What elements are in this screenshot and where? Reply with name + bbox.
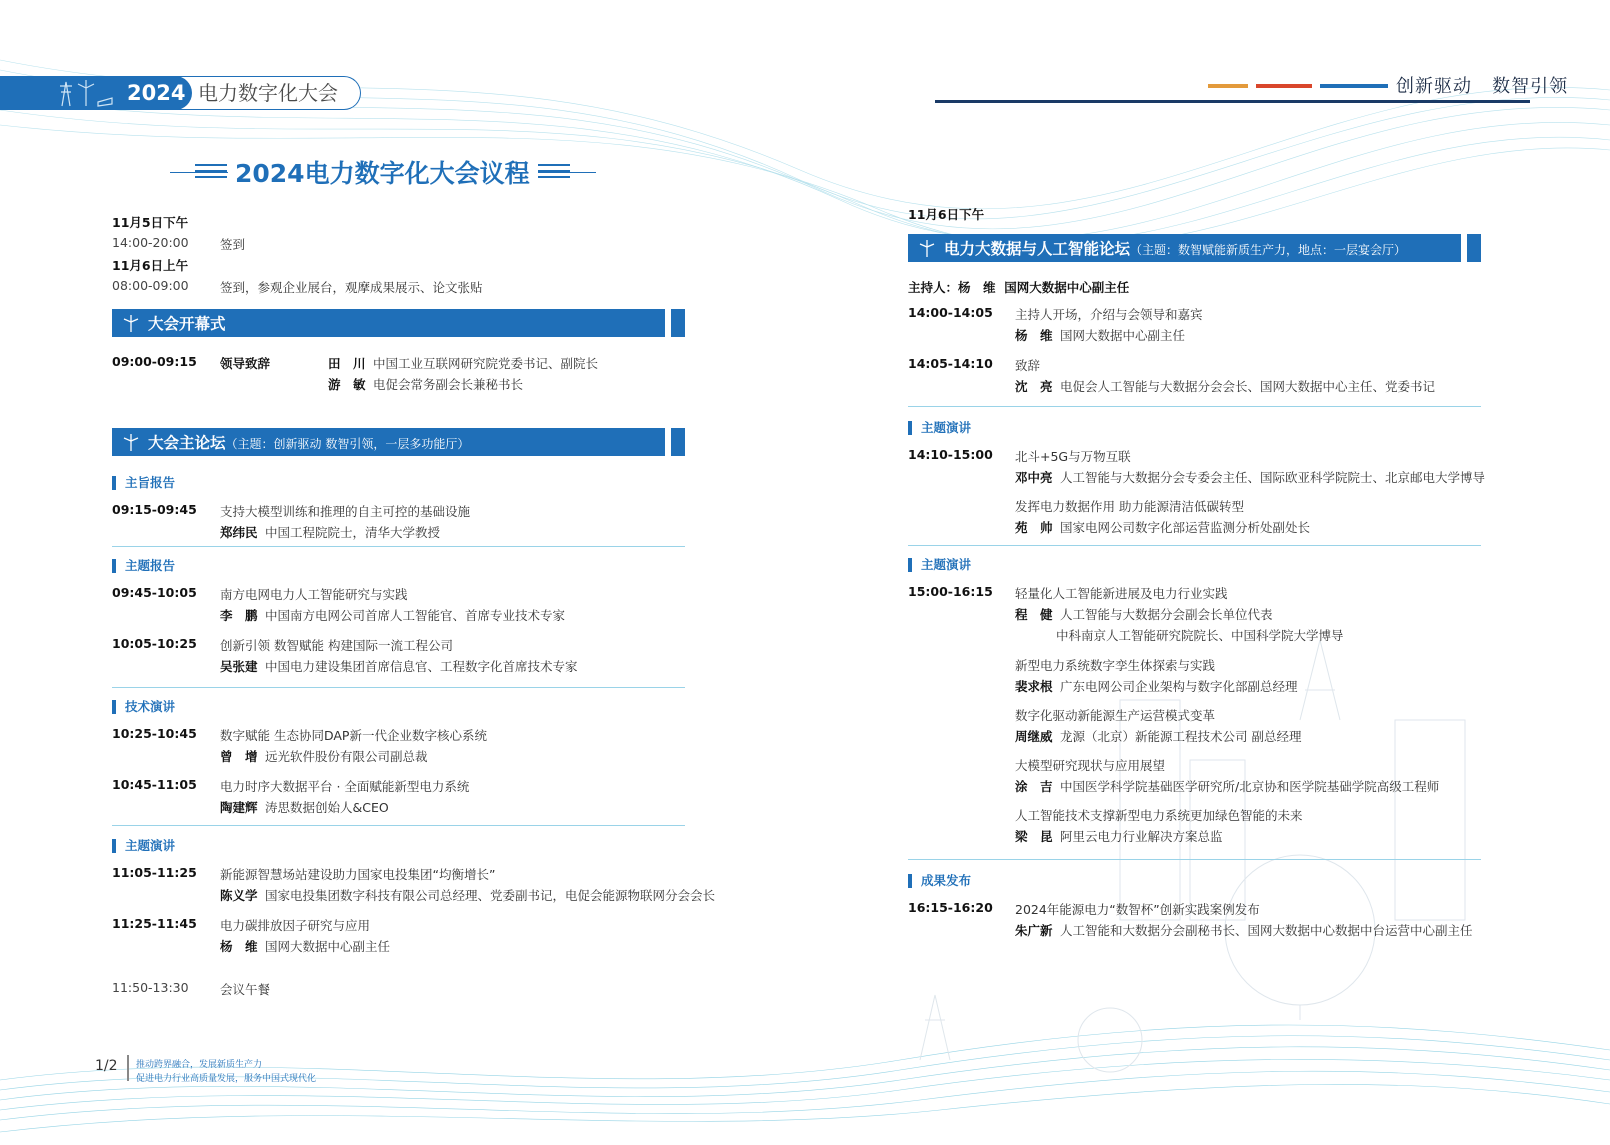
speaker-name: 沈 亮 [1015,379,1053,394]
talk-topic: 致辞 [1015,358,1041,373]
footer-line-1: 推动跨界融合，发展新质生产力 [136,1060,263,1070]
speaker-name: 李 鹏 [220,608,258,623]
host-line: 主持人：杨 维 国网大数据中心副主任 [908,280,1130,295]
subsection-label: 主题演讲 [908,558,971,572]
time-slot: 11:05-11:25 [112,865,197,880]
speaker-title: 国家电网公司数字化部运营监测分析处副处长 [1060,520,1311,535]
subsection-label: 主题演讲 [112,839,175,853]
talk-topic: 支持大模型训练和推理的自主可控的基础设施 [220,504,471,519]
time-slot: 08:00-09:00 [112,278,189,293]
day-label: 11月5日下午 [112,215,189,230]
subsection-label: 成果发布 [908,874,971,888]
speaker-title: 中国医学科学院基础医学研究所/北京协和医学院基础学院高级工程师 [1060,779,1440,794]
speaker-line [220,606,565,624]
speaker-title: 国家电投集团数字科技有限公司总经理、党委副书记，电促会能源物联网分会会长 [265,888,716,903]
talk-topic: 电力碳排放因子研究与应用 [220,918,371,933]
agenda-text: 会议午餐 [220,982,271,997]
speaker-name: 苑 帅 [1015,520,1053,535]
section-title [944,237,1406,259]
footer-line-2: 促进电力行业高质量发展，服务中国式现代化 [136,1074,317,1084]
speaker-line [328,375,523,393]
speaker-title: 中国电力建设集团首席信息官、工程数字化首席技术专家 [265,659,578,674]
speaker-line [220,523,440,541]
speaker-title: 涛思数据创始人&CEO [265,800,389,815]
time-slot: 15:00-16:15 [908,584,993,599]
day-label: 11月6日下午 [908,207,985,222]
speaker-title: 电促会常务副会长兼秘书长 [373,377,524,392]
time-slot: 14:00-20:00 [112,235,189,250]
time-slot: 09:15-09:45 [112,502,197,517]
speaker-title: 龙源（北京）新能源工程技术公司 副总经理 [1060,729,1302,744]
title-deco-line [170,172,228,173]
talk-topic: 电力时序大数据平台 · 全面赋能新型电力系统 [220,779,470,794]
title-deco-bar [195,176,227,178]
band-end-block [1467,234,1481,262]
speaker-name: 裴求根 [1015,679,1053,694]
speaker-line [220,657,578,675]
time-slot: 14:00-14:05 [908,305,993,320]
title-deco-bar [538,176,570,178]
speaker-name: 杨 维 [220,939,258,954]
subsection-label: 主旨报告 [112,476,175,490]
agenda-item: 领导致辞 [220,356,271,371]
time-slot: 10:25-10:45 [112,726,197,741]
speaker-name: 朱广新 [1015,923,1053,938]
speaker-line [220,886,715,904]
speaker-title: 阿里云电力行业解决方案总监 [1060,829,1223,844]
section-title-sub: （主题：数智赋能新质生产力，地点：一层宴会厅） [1130,243,1407,257]
speaker-name: 田 川 [328,356,366,371]
separator [908,545,1481,546]
speaker-name: 吴张建 [220,659,258,674]
speaker-title: 中国工程院院士，清华大学教授 [265,525,441,540]
stripe-blue [1320,84,1388,88]
time-slot: 14:05-14:10 [908,356,993,371]
band-end-block [671,309,685,337]
footer-divider [127,1055,129,1081]
wind-turbine-icon [918,239,936,257]
talk-topic: 主持人开场，介绍与会领导和嘉宾 [1015,307,1203,322]
speaker-title: 人工智能与大数据分会副会长单位代表 [1060,607,1273,622]
speaker-name: 陶建辉 [220,800,258,815]
section-title: 大会开幕式 [148,315,226,333]
speaker-line [1015,727,1301,745]
talk-topic: 人工智能技术支撑新型电力系统更加绿色智能的未来 [1015,808,1303,823]
talk-topic: 新能源智慧场站建设助力国家电投集团“均衡增长” [220,867,496,882]
separator [908,859,1481,860]
section-title-sub: （主题：创新驱动 数智引领，一层多功能厅） [225,437,470,451]
speaker-line [1015,921,1473,939]
page-number: 1/2 [95,1058,118,1074]
speaker-line [1015,377,1435,395]
talk-topic: 创新引领 数智赋能 构建国际一流工程公司 [220,638,453,653]
speaker-line [220,747,428,765]
speaker-title: 远光软件股份有限公司副总裁 [265,749,428,764]
title-deco-bar [195,164,227,166]
separator [908,406,1481,407]
subsection-label: 主题报告 [112,559,175,573]
talk-topic: 新型电力系统数字孪生体探索与实践 [1015,658,1216,673]
speaker-line [1015,518,1310,536]
title-deco-bar [195,170,227,172]
speaker-name: 邓中亮 [1015,470,1053,485]
header-year: 2024 [127,81,186,105]
speaker-title: 中国南方电网公司首席人工智能官、首席专业技术专家 [265,608,566,623]
speaker-line [328,354,598,372]
time-slot: 10:05-10:25 [112,636,197,651]
speaker-line [1015,777,1439,795]
speaker-title: 广东电网公司企业架构与数字化部副总经理 [1060,679,1298,694]
title-deco-line [538,172,596,173]
talk-topic: 大模型研究现状与应用展望 [1015,758,1166,773]
day-label: 11月6日上午 [112,258,189,273]
speaker-name: 郑纬民 [220,525,258,540]
speaker-title: 国网大数据中心副主任 [1060,328,1186,343]
speaker-name: 杨 维 [1015,328,1053,343]
speaker-line [220,798,389,816]
speaker-name: 程 健 [1015,607,1053,622]
time-slot: 14:10-15:00 [908,447,993,462]
header-underline [935,100,1530,103]
speaker-title: 人工智能和大数据分会副秘书长、国网大数据中心数据中台运营中心副主任 [1060,923,1473,938]
time-slot: 10:45-11:05 [112,777,197,792]
time-slot: 11:25-11:45 [112,916,197,931]
separator [112,546,685,547]
speaker-name: 梁 昆 [1015,829,1053,844]
time-slot: 09:45-10:05 [112,585,197,600]
speaker-name: 周继威 [1015,729,1053,744]
speaker-line [220,937,390,955]
talk-topic: 数字赋能 生态协同DAP新一代企业数字核心系统 [220,728,487,743]
talk-topic: 轻量化人工智能新进展及电力行业实践 [1015,586,1228,601]
speaker-title: 国网大数据中心副主任 [265,939,391,954]
section-band-ai-forum [908,234,1461,262]
section-title-main: 电力大数据与人工智能论坛 [944,240,1131,258]
speaker-name: 陈义学 [220,888,258,903]
talk-topic: 发挥电力数据作用 助力能源清洁低碳转型 [1015,499,1244,514]
speaker-line [1015,468,1485,486]
speaker-name: 游 敏 [328,377,366,392]
separator [112,687,685,688]
speaker-line [1015,827,1223,845]
stripe-red [1256,84,1312,88]
band-end-block [671,428,685,456]
title-deco-bar [538,164,570,166]
time-slot: 09:00-09:15 [112,354,197,369]
talk-topic: 北斗+5G与万物互联 [1015,449,1131,464]
talk-topic: 数字化驱动新能源生产运营模式变革 [1015,708,1216,723]
speaker-title: 电促会人工智能与大数据分会会长、国网大数据中心主任、党委书记 [1060,379,1436,394]
header-slogan: 创新驱动 数智引领 [1396,76,1569,97]
separator [112,825,685,826]
speaker-name: 曾 增 [220,749,258,764]
speaker-title: 中国工业互联网研究院党委书记、副院长 [373,356,599,371]
subsection-label: 主题演讲 [908,421,971,435]
time-slot: 16:15-16:20 [908,900,993,915]
wind-turbine-icon [122,314,140,332]
speaker-title-cont: 中科南京人工智能研究院院长、中国科学院大学博导 [1056,628,1344,643]
time-slot: 11:50-13:30 [112,980,189,995]
talk-topic: 南方电网电力人工智能研究与实践 [220,587,408,602]
power-tower-icon [54,78,114,108]
section-title-main: 大会主论坛 [148,434,226,452]
talk-topic: 2024年能源电力“数智杯”创新实践案例发布 [1015,902,1260,917]
speaker-line [1015,677,1298,695]
agenda-text: 签到 [220,237,246,252]
speaker-line [1015,326,1185,344]
wind-turbine-icon [122,433,140,451]
section-band-forum [112,428,665,456]
agenda-text: 签到，参观企业展台，观摩成果展示、论文张贴 [220,280,483,295]
stripe-orange [1208,84,1248,88]
speaker-line [1015,605,1273,623]
speaker-name: 涂 吉 [1015,779,1053,794]
page-title: 2024电力数字化大会议程 [235,159,530,188]
subsection-label: 技术演讲 [112,700,175,714]
section-title [148,431,469,453]
speaker-title: 人工智能与大数据分会专委会主任、国际欧亚科学院院士、北京邮电大学博导 [1060,470,1486,485]
header-event-name: 电力数字化大会 [198,81,338,105]
section-band-opening [112,309,665,337]
